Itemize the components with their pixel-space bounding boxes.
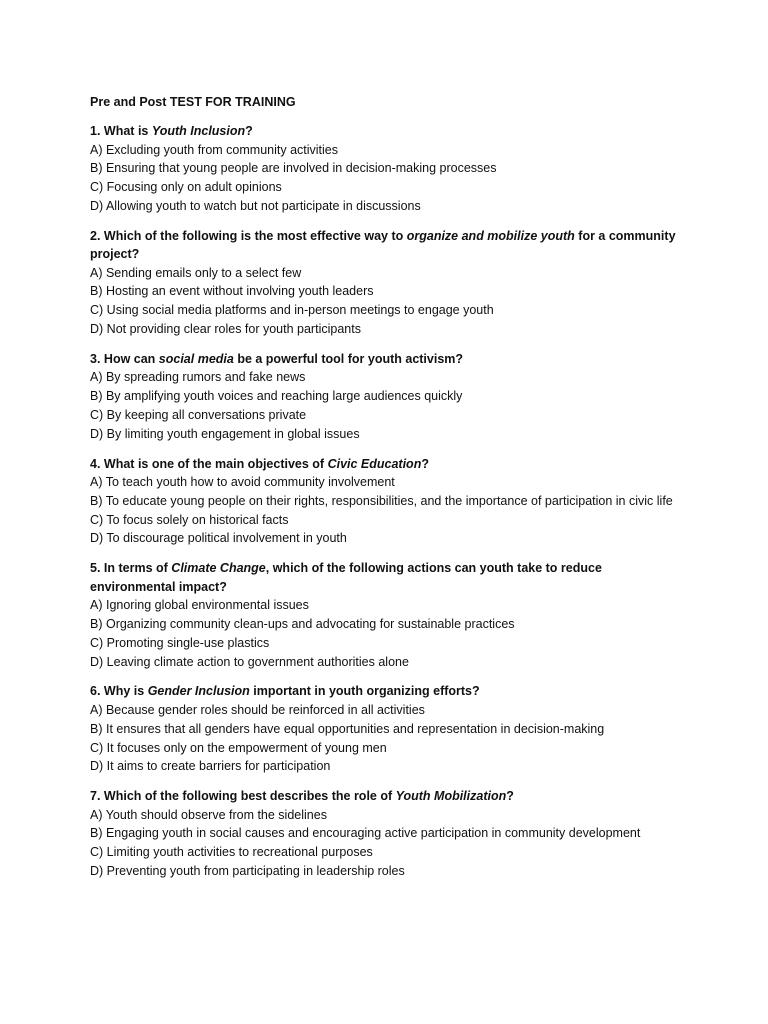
question-text — [90, 122, 690, 141]
question-emphasis: Civic Education — [327, 456, 422, 471]
question-text — [90, 682, 690, 701]
answer-option-c: C) By keeping all conversations private — [90, 407, 307, 422]
question-suffix: ? — [245, 124, 253, 138]
answer-option-a: A) Sending emails only to a select few — [90, 265, 302, 280]
answer-option-c: C) Focusing only on adult opinions — [90, 180, 282, 195]
answer-option-b: B) Engaging youth in social causes and encouraging active participation in community development — [90, 826, 641, 841]
question-prefix: What is one of the main objectives of — [103, 456, 328, 471]
answer-option-d: D) By limiting youth engagement in global issues — [90, 426, 360, 441]
answer-option-d: D) To discourage political involvement in youth — [90, 531, 347, 546]
answer-option-a: A) Excluding youth from community activities — [90, 142, 339, 157]
document-title: Pre and Post TEST FOR TRAINING — [90, 95, 296, 109]
answer-option-a: A) Youth should observe from the sidelines — [90, 807, 327, 822]
question-text — [90, 787, 690, 806]
answer-option-c: C) Using social media platforms and in-person meetings to engage youth — [90, 303, 494, 318]
question-suffix: for a community project? — [90, 228, 676, 262]
question-prefix: Why is — [103, 684, 148, 699]
answer-option-d: D) It aims to create barriers for participation — [90, 759, 331, 774]
question-5 — [90, 559, 690, 671]
answer-option-d: D) Preventing youth from participating in leadership roles — [90, 864, 405, 879]
question-number: 4. — [90, 456, 101, 471]
question-number: 6. — [90, 684, 101, 699]
question-suffix: ? — [506, 789, 514, 804]
answer-option-d: D) Not providing clear roles for youth participants — [90, 322, 361, 337]
question-number: 1. — [90, 124, 101, 138]
answer-option-b: B) To educate young people on their rights, responsibilities, and the importance of participation in civic life — [90, 493, 673, 508]
question-6 — [90, 682, 690, 776]
answer-option-b: B) Organizing community clean-ups and advocating for sustainable practices — [90, 617, 515, 632]
answer-option-d: D) Leaving climate action to government authorities alone — [90, 654, 409, 669]
question-2 — [90, 227, 690, 339]
answer-option-a: A) By spreading rumors and fake news — [90, 370, 306, 385]
question-number: 3. — [90, 351, 101, 366]
answer-option-d: D) Allowing youth to watch but not participate in discussions — [90, 198, 421, 213]
question-text — [90, 559, 690, 596]
question-prefix: Which of the following is the most effective way to — [103, 228, 407, 243]
answer-option-c: C) Limiting youth activities to recreational purposes — [90, 845, 373, 860]
question-number: 2. — [90, 228, 101, 243]
question-prefix: How can — [103, 351, 159, 366]
question-text — [90, 227, 690, 264]
question-3 — [90, 350, 690, 444]
answer-option-c: C) It focuses only on the empowerment of young men — [90, 740, 387, 755]
question-prefix: In terms of — [103, 561, 172, 576]
answer-option-a: A) To teach youth how to avoid community involvement — [90, 475, 395, 490]
document-page — [90, 93, 690, 892]
question-prefix: What is — [103, 124, 152, 138]
answer-option-b: B) Hosting an event without involving youth leaders — [90, 284, 374, 299]
answer-option-b: B) By amplifying youth voices and reaching large audiences quickly — [90, 389, 463, 404]
question-emphasis: Youth Mobilization — [395, 789, 507, 804]
question-text — [90, 455, 690, 474]
answer-option-c: C) To focus solely on historical facts — [90, 512, 289, 527]
question-emphasis: Youth Inclusion — [151, 124, 246, 138]
question-number: 7. — [90, 789, 101, 804]
question-number: 5. — [90, 561, 101, 576]
question-suffix: , which of the following actions can youth take to reduce environmental impact? — [90, 561, 602, 594]
question-1 — [90, 122, 690, 216]
answer-option-c: C) Promoting single-use plastics — [90, 635, 270, 650]
question-4 — [90, 455, 690, 549]
question-suffix: important in youth organizing efforts? — [249, 684, 480, 699]
question-text — [90, 350, 690, 369]
question-suffix: be a powerful tool for youth activism? — [233, 351, 464, 366]
question-emphasis: Gender Inclusion — [147, 684, 250, 699]
answer-option-b: B) It ensures that all genders have equal opportunities and representation in decision-making — [90, 721, 605, 736]
question-emphasis: organize and mobilize youth — [406, 228, 575, 243]
answer-option-a: A) Ignoring global environmental issues — [90, 598, 309, 613]
question-emphasis: social media — [158, 351, 234, 366]
question-7 — [90, 787, 690, 881]
question-prefix: Which of the following best describes the role of — [103, 789, 396, 804]
question-suffix: ? — [421, 456, 429, 471]
question-emphasis: Climate Change — [171, 561, 266, 576]
answer-option-a: A) Because gender roles should be reinforced in all activities — [90, 702, 425, 717]
answer-option-b: B) Ensuring that young people are involved in decision-making processes — [90, 161, 497, 176]
